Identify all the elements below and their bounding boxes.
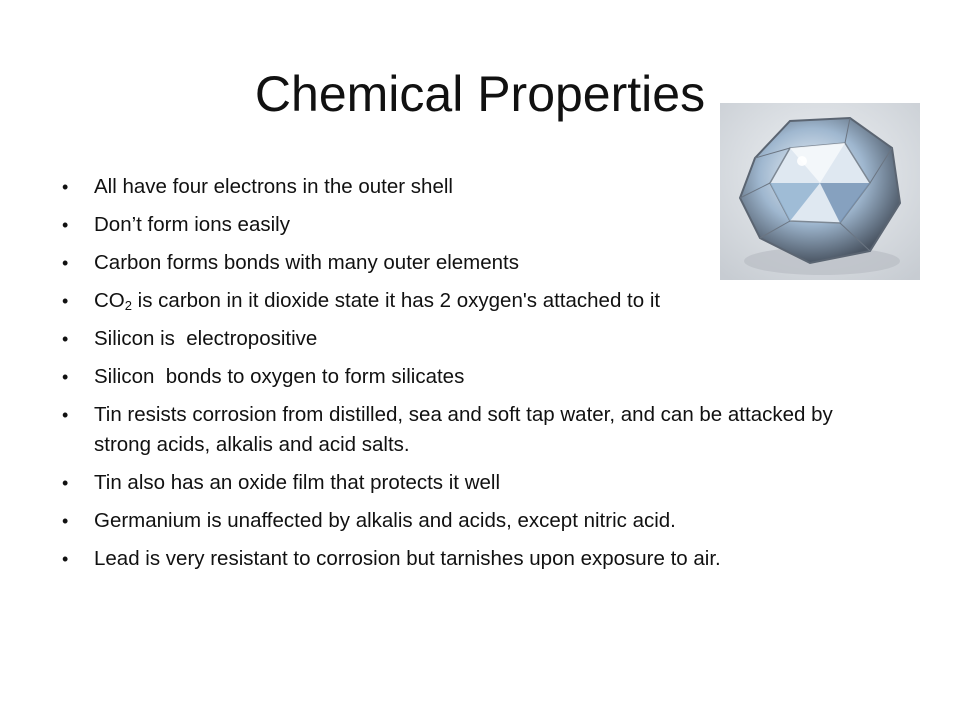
bullet-item (62, 468, 882, 498)
bullet-item (62, 172, 882, 202)
slide-title: Chemical Properties (254, 66, 706, 122)
bullet-item (62, 362, 882, 392)
bullet-text: Tin also has an oxide film that protects it well (94, 471, 501, 494)
bullet-item (62, 248, 882, 278)
bullet-dot: • (62, 511, 69, 531)
bullet-text: Germanium is unaffected by alkalis and acids, except nitric acid. (94, 509, 676, 532)
bullet-text: Don’t form ions easily (94, 213, 290, 236)
bullet-item (62, 286, 882, 316)
bullet-item (62, 400, 882, 460)
bullet-item (62, 506, 882, 536)
bullet-text: Silicon is electropositive (94, 327, 318, 350)
bullet-item (62, 324, 882, 354)
bullet-dot: • (62, 253, 69, 273)
bullet-text: Silicon bonds to oxygen to form silicates (94, 365, 465, 388)
bullet-dot: • (62, 215, 69, 235)
bullet-text: Carbon forms bonds with many outer elements (94, 251, 520, 274)
bullet-dot: • (62, 177, 69, 197)
bullet-dot: • (62, 549, 69, 569)
bullet-text-co2-prefix: CO (94, 289, 125, 312)
bullet-text: All have four electrons in the outer shell (94, 175, 453, 198)
bullet-dot: • (62, 329, 69, 349)
bullet-text: Lead is very resistant to corrosion but tarnishes upon exposure to air. (94, 547, 721, 570)
bullet-text: Tin resists corrosion from distilled, sea and soft tap water, and can be attacked by strong acids, alkalis and acid salts. (94, 403, 833, 456)
bullet-dot: • (62, 291, 69, 311)
subscript-2: 2 (124, 298, 132, 313)
bullet-list (62, 172, 882, 582)
bullet-dot: • (62, 473, 69, 493)
bullet-item (62, 544, 882, 574)
bullet-dot: • (62, 367, 69, 387)
bullet-dot: • (62, 405, 69, 425)
bullet-text-co2-rest: is carbon in it dioxide state it has 2 oxygen's attached to it (131, 289, 661, 312)
bullet-item (62, 210, 882, 240)
